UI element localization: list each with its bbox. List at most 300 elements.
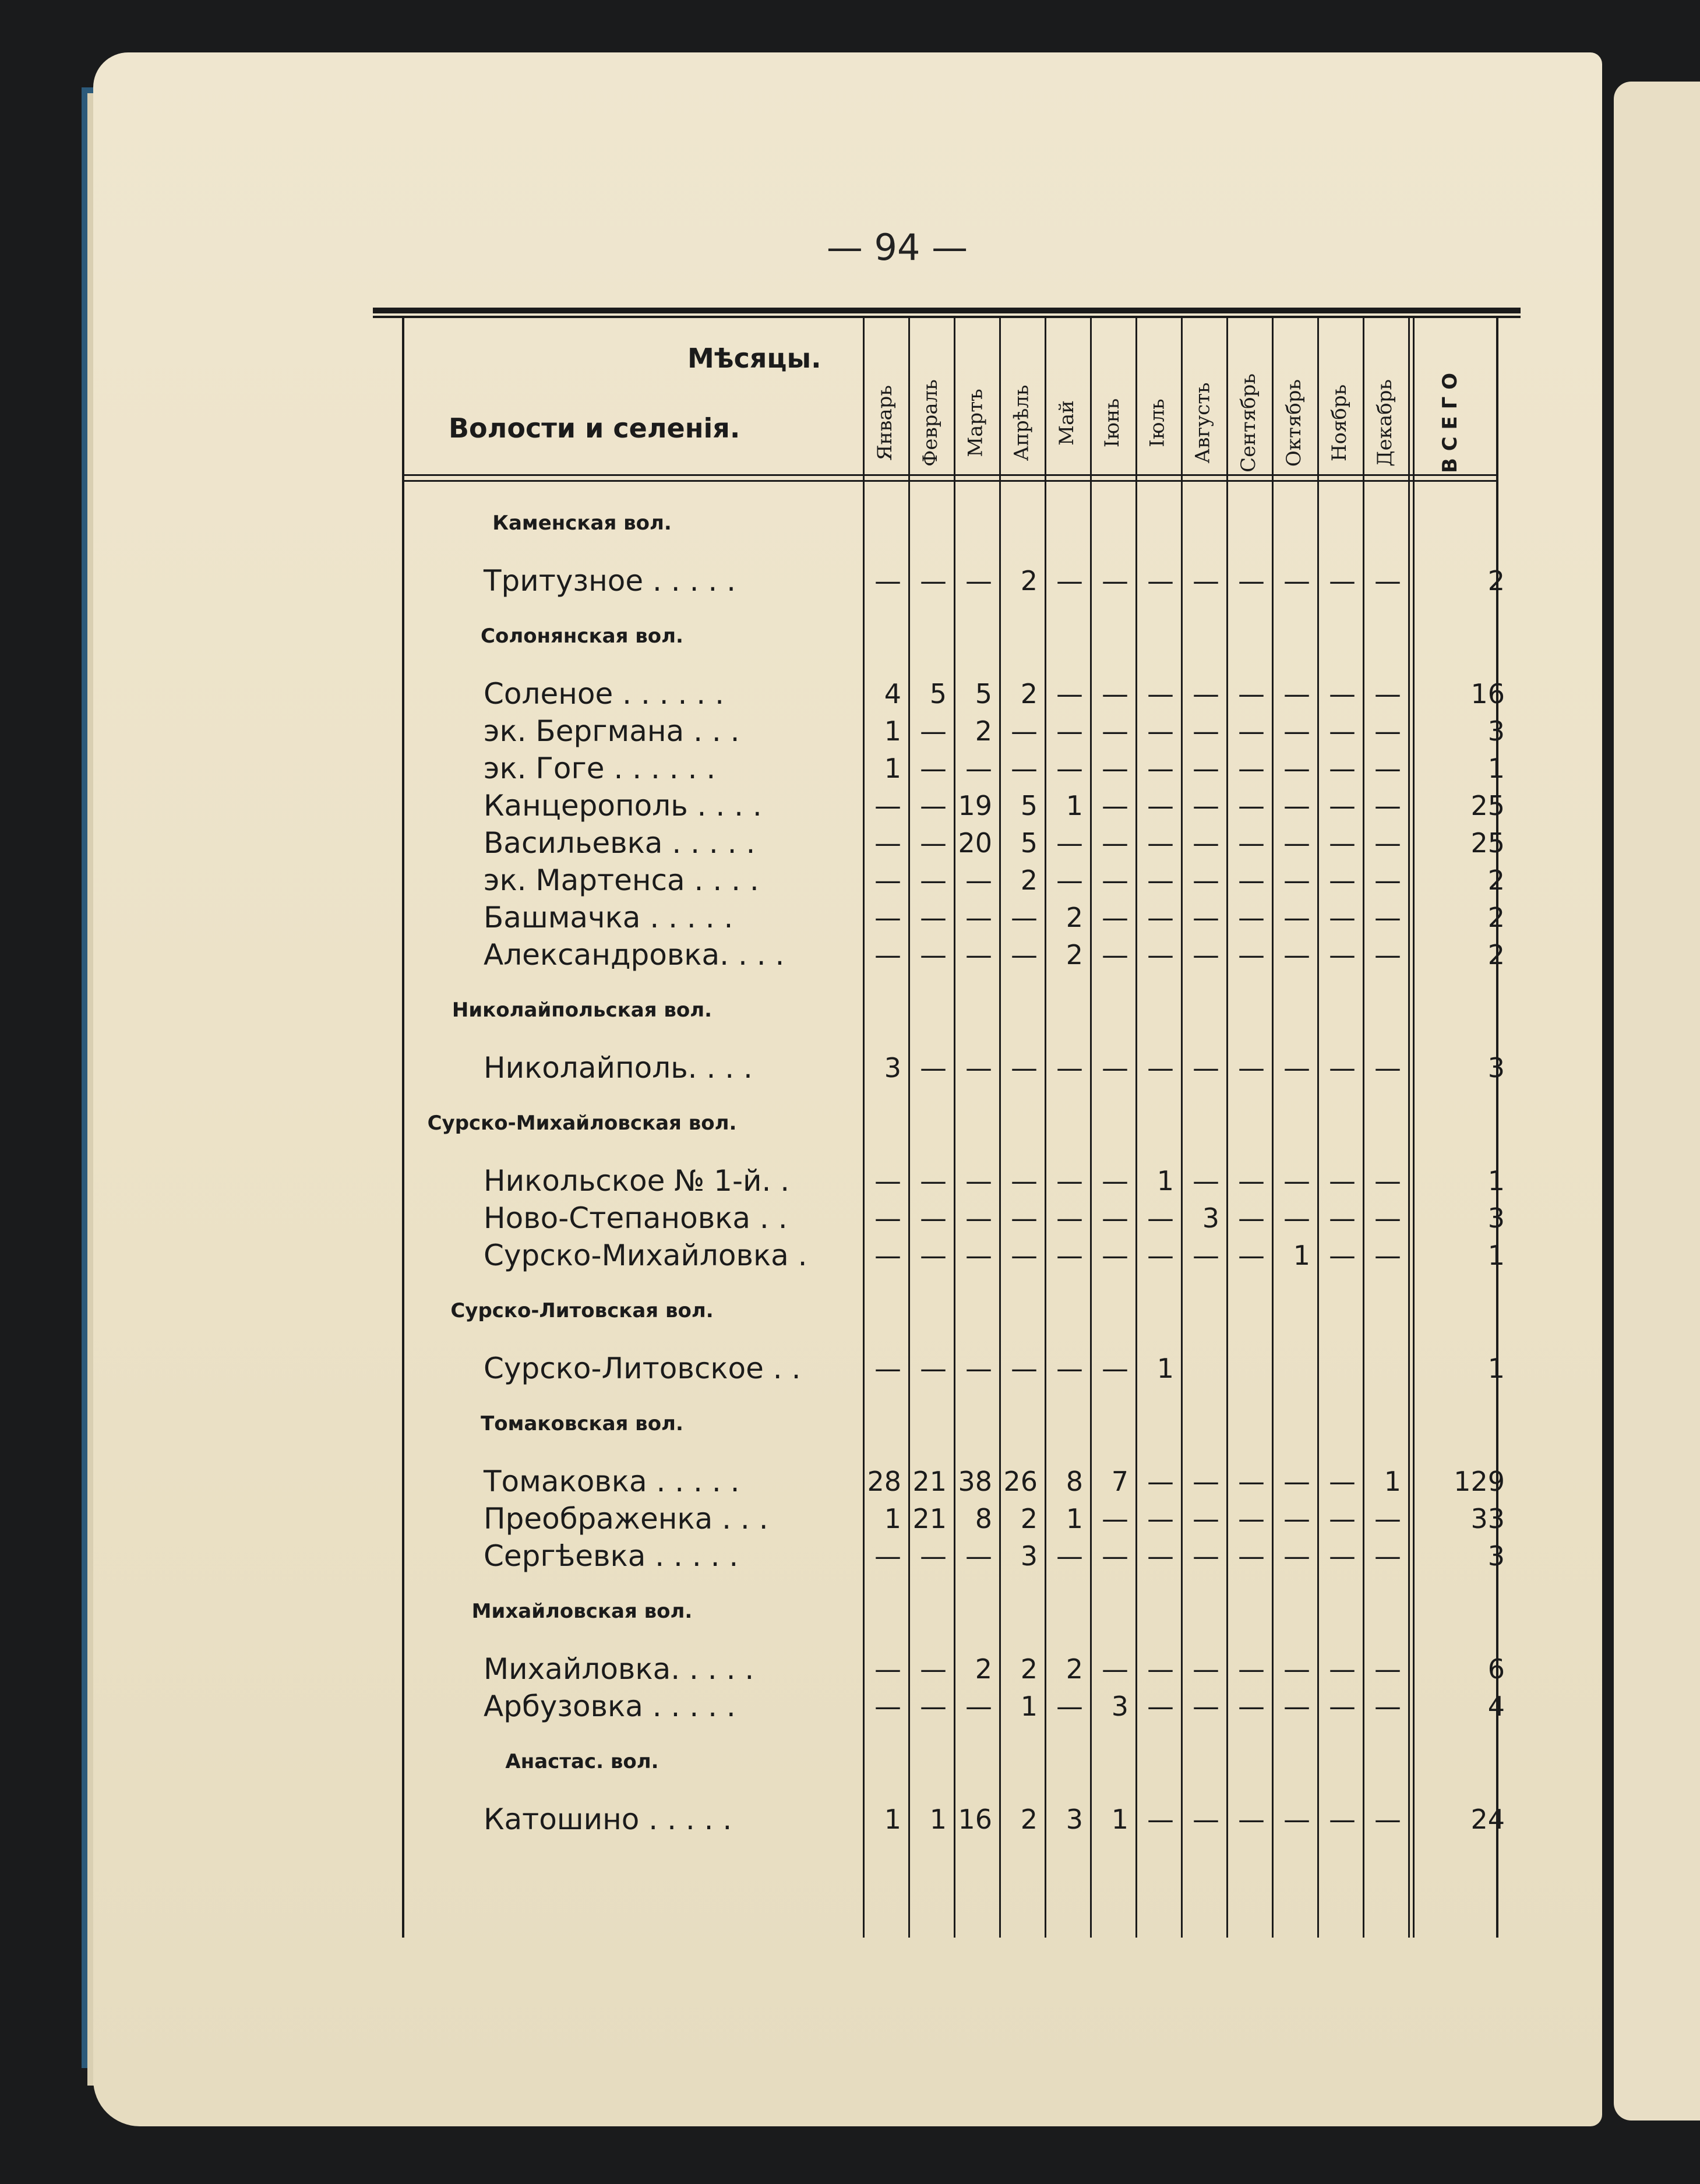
column-rule: [954, 318, 955, 1938]
month-value: 2: [1020, 1653, 1038, 1685]
month-value: —: [1374, 1052, 1401, 1084]
month-value: —: [1193, 753, 1219, 784]
row-total: 129: [1454, 1466, 1505, 1497]
month-value: —: [1329, 1691, 1356, 1722]
month-header: [1000, 360, 1042, 485]
table-row: [373, 1352, 1521, 1388]
month-value: —: [1238, 1052, 1265, 1084]
month-value: —: [874, 939, 901, 971]
total-rule: [1413, 318, 1415, 1938]
section-heading: Сурско-Михайловская вол.: [427, 1112, 737, 1135]
month-value: —: [1147, 565, 1174, 597]
month-value: 1: [1156, 1353, 1174, 1384]
row-total: 25: [1470, 827, 1505, 859]
month-value: —: [920, 902, 947, 933]
table-row: [373, 1539, 1521, 1575]
month-value: —: [1011, 1202, 1038, 1234]
month-value: —: [1238, 1202, 1265, 1234]
month-value: —: [1283, 715, 1310, 747]
month-header: [955, 360, 997, 485]
row-total: 4: [1487, 1691, 1505, 1722]
section-heading: Николайпольская вол.: [452, 998, 713, 1022]
month-value: —: [1329, 678, 1356, 710]
month-value: 1: [884, 1503, 901, 1534]
month-value: 1: [1156, 1165, 1174, 1197]
month-value: 3: [1202, 1202, 1219, 1234]
month-label: Апрѣль: [1010, 384, 1034, 461]
month-value: —: [1147, 678, 1174, 710]
month-value: —: [1374, 715, 1401, 747]
month-value: —: [1056, 1240, 1083, 1271]
month-value: 1: [884, 1804, 901, 1835]
month-value: —: [1374, 678, 1401, 710]
row-total: 2: [1487, 939, 1505, 971]
month-value: —: [1329, 865, 1356, 896]
month-value: 2: [1020, 678, 1038, 710]
column-rule: [1272, 318, 1274, 1938]
month-value: —: [1147, 790, 1174, 821]
month-value: —: [1056, 1691, 1083, 1722]
section-heading: Томаковская вол.: [481, 1412, 683, 1435]
month-value: —: [1283, 1466, 1310, 1497]
column-rule: [1090, 318, 1092, 1938]
month-value: —: [1238, 1503, 1265, 1534]
month-value: —: [1102, 827, 1128, 859]
month-value: 1: [884, 753, 901, 784]
month-value: —: [1102, 1052, 1128, 1084]
month-value: —: [874, 790, 901, 821]
month-value: 2: [1020, 565, 1038, 597]
month-value: —: [1102, 753, 1128, 784]
month-value: —: [1329, 1165, 1356, 1197]
month-value: —: [874, 865, 901, 896]
month-value: 1: [884, 715, 901, 747]
month-value: 5: [1020, 827, 1038, 859]
month-header: [1182, 360, 1224, 485]
month-value: —: [965, 1353, 992, 1384]
row-total: 1: [1487, 753, 1505, 784]
month-value: —: [1102, 1653, 1128, 1685]
month-header: [864, 360, 906, 485]
month-value: —: [1329, 753, 1356, 784]
month-value: —: [920, 1052, 947, 1084]
month-value: —: [1283, 1503, 1310, 1534]
column-rule: [1135, 318, 1137, 1938]
month-value: —: [1238, 865, 1265, 896]
month-value: —: [1193, 1165, 1219, 1197]
month-value: —: [874, 1353, 901, 1384]
month-value: —: [1283, 865, 1310, 896]
month-value: —: [1238, 827, 1265, 859]
month-value: —: [920, 939, 947, 971]
month-value: —: [1193, 939, 1219, 971]
table-row: [373, 1201, 1521, 1237]
village-name: Башмачка . . . . .: [484, 901, 733, 934]
month-value: —: [1238, 1240, 1265, 1271]
month-value: 2: [1020, 1804, 1038, 1835]
row-total: 3: [1487, 1202, 1505, 1234]
month-value: —: [1056, 1540, 1083, 1572]
month-value: 21: [912, 1466, 947, 1497]
month-value: —: [1329, 939, 1356, 971]
month-value: —: [1193, 1653, 1219, 1685]
month-value: —: [874, 902, 901, 933]
month-value: —: [1193, 565, 1219, 597]
table-row: [373, 826, 1521, 862]
month-value: —: [1283, 1653, 1310, 1685]
month-value: —: [874, 1240, 901, 1271]
month-value: 28: [867, 1466, 901, 1497]
month-value: —: [1102, 1165, 1128, 1197]
month-value: —: [1329, 1202, 1356, 1234]
month-value: —: [1238, 939, 1265, 971]
village-name: Томаковка . . . . .: [484, 1465, 740, 1498]
section-heading: Анастас. вол.: [505, 1750, 659, 1773]
month-value: —: [1374, 1540, 1401, 1572]
month-header: [1318, 360, 1360, 485]
table-row: [373, 1689, 1521, 1726]
page-number: — 94 —: [826, 226, 968, 269]
month-header: [1046, 360, 1088, 485]
month-value: 3: [1066, 1804, 1083, 1835]
row-total: 2: [1487, 865, 1505, 896]
table-row: [373, 751, 1521, 788]
month-value: —: [1056, 827, 1083, 859]
month-value: —: [920, 1691, 947, 1722]
row-total: 3: [1487, 715, 1505, 747]
month-value: —: [1238, 1540, 1265, 1572]
statistics-table: [373, 308, 1521, 1927]
month-value: 2: [1020, 865, 1038, 896]
month-value: —: [965, 1165, 992, 1197]
section-heading: Михайловская вол.: [471, 1600, 693, 1623]
month-value: —: [965, 1691, 992, 1722]
month-label: Сентябрь: [1237, 373, 1260, 472]
month-value: —: [965, 1540, 992, 1572]
month-label: Іюнь: [1101, 398, 1124, 447]
month-value: —: [1238, 678, 1265, 710]
month-value: —: [920, 1202, 947, 1234]
month-value: 5: [929, 678, 947, 710]
month-value: 3: [1111, 1691, 1128, 1722]
month-value: 2: [1020, 1503, 1038, 1534]
month-value: —: [920, 753, 947, 784]
month-value: —: [965, 1202, 992, 1234]
month-header: [1364, 360, 1406, 485]
month-value: —: [1374, 939, 1401, 971]
month-value: —: [1374, 865, 1401, 896]
month-value: —: [1238, 790, 1265, 821]
month-value: —: [1102, 902, 1128, 933]
header-months-title: Мѣсяцы.: [687, 343, 821, 374]
month-value: —: [920, 1353, 947, 1384]
month-value: —: [1102, 1540, 1128, 1572]
month-value: 7: [1111, 1466, 1128, 1497]
village-name: Михайловка. . . . .: [484, 1652, 754, 1686]
month-value: —: [920, 715, 947, 747]
month-value: —: [1102, 1240, 1128, 1271]
row-total: 1: [1487, 1353, 1505, 1384]
month-value: —: [1329, 902, 1356, 933]
month-value: —: [1329, 790, 1356, 821]
month-value: —: [1283, 790, 1310, 821]
table-row: [373, 1502, 1521, 1538]
month-value: 2: [975, 715, 992, 747]
month-value: —: [1056, 865, 1083, 896]
row-total: 24: [1470, 1804, 1505, 1835]
month-value: —: [1147, 1804, 1174, 1835]
month-value: 2: [1066, 902, 1083, 933]
month-value: —: [965, 1052, 992, 1084]
month-value: —: [1193, 1540, 1219, 1572]
month-value: —: [1329, 1804, 1356, 1835]
month-value: —: [874, 827, 901, 859]
row-total: 2: [1487, 565, 1505, 597]
month-value: —: [1329, 1466, 1356, 1497]
month-value: 19: [958, 790, 992, 821]
month-value: —: [1193, 827, 1219, 859]
month-value: —: [1238, 565, 1265, 597]
month-value: —: [1374, 790, 1401, 821]
top-rule: [373, 308, 1521, 313]
month-value: —: [1283, 939, 1310, 971]
month-value: —: [1147, 939, 1174, 971]
column-rule: [1045, 318, 1046, 1938]
month-header: [1137, 360, 1179, 485]
month-value: —: [874, 1691, 901, 1722]
table-row: [373, 1465, 1521, 1501]
month-value: 5: [975, 678, 992, 710]
column-rule: [1181, 318, 1183, 1938]
row-total: 25: [1470, 790, 1505, 821]
month-value: —: [1283, 565, 1310, 597]
month-value: 3: [884, 1052, 901, 1084]
month-label: Февраль: [919, 379, 943, 467]
month-value: —: [1238, 902, 1265, 933]
month-value: —: [1374, 1165, 1401, 1197]
month-value: —: [1283, 1540, 1310, 1572]
month-value: —: [965, 753, 992, 784]
month-value: —: [1329, 1240, 1356, 1271]
month-value: —: [1102, 1202, 1128, 1234]
month-value: —: [1147, 1052, 1174, 1084]
month-value: —: [1374, 1804, 1401, 1835]
table-row: [373, 938, 1521, 974]
month-value: 1: [1111, 1804, 1128, 1835]
table-row: [373, 714, 1521, 750]
month-value: —: [1374, 1503, 1401, 1534]
table-row: [373, 1051, 1521, 1087]
month-value: —: [1238, 715, 1265, 747]
month-value: 26: [1003, 1466, 1038, 1497]
month-value: —: [920, 827, 947, 859]
table-row: [373, 901, 1521, 937]
row-total: 33: [1470, 1503, 1505, 1534]
table-row: [373, 1802, 1521, 1839]
table-row: [373, 1239, 1521, 1275]
top-rule-thin: [373, 316, 1521, 318]
month-value: 2: [1066, 939, 1083, 971]
row-total: 1: [1487, 1240, 1505, 1271]
village-name: Александровка. . . .: [484, 938, 785, 972]
month-value: —: [965, 939, 992, 971]
table-row: [373, 677, 1521, 713]
village-name: эк. Бергмана . . .: [484, 714, 740, 748]
month-value: —: [874, 565, 901, 597]
month-value: —: [1056, 1052, 1083, 1084]
month-value: —: [1011, 1165, 1038, 1197]
month-value: —: [920, 1540, 947, 1572]
table-row: [373, 789, 1521, 825]
village-name: Преображенка . . .: [484, 1502, 768, 1536]
month-value: —: [1056, 1165, 1083, 1197]
month-value: —: [1374, 1202, 1401, 1234]
month-value: —: [1374, 902, 1401, 933]
village-name: эк. Гоге . . . . . .: [484, 751, 716, 785]
month-value: —: [1056, 753, 1083, 784]
month-value: —: [1238, 1804, 1265, 1835]
row-total: 3: [1487, 1052, 1505, 1084]
month-value: —: [920, 865, 947, 896]
month-label: Октябрь: [1282, 379, 1306, 467]
month-value: —: [1329, 827, 1356, 859]
month-value: —: [1329, 1052, 1356, 1084]
month-value: 8: [975, 1503, 992, 1534]
month-value: —: [1238, 1466, 1265, 1497]
month-value: —: [1238, 1165, 1265, 1197]
month-value: —: [1283, 678, 1310, 710]
month-value: —: [1238, 1691, 1265, 1722]
month-value: —: [1283, 902, 1310, 933]
section-heading: Сурско-Литовская вол.: [450, 1299, 714, 1322]
month-value: —: [1011, 1240, 1038, 1271]
village-name: Катошино . . . . .: [484, 1802, 732, 1836]
section-heading: Каменская вол.: [492, 511, 672, 535]
month-value: —: [1329, 565, 1356, 597]
village-name: Арбузовка . . . . .: [484, 1689, 736, 1723]
month-value: —: [1329, 1503, 1356, 1534]
month-value: —: [1102, 678, 1128, 710]
month-value: 1: [1020, 1691, 1038, 1722]
month-value: —: [874, 1202, 901, 1234]
month-value: —: [1283, 1052, 1310, 1084]
month-value: —: [920, 1165, 947, 1197]
village-name: Никольское № 1-й. .: [484, 1164, 790, 1198]
village-name: Сурско-Литовское . .: [484, 1352, 801, 1385]
row-total: 2: [1487, 902, 1505, 933]
month-value: 5: [1020, 790, 1038, 821]
month-value: —: [965, 1240, 992, 1271]
village-name: Соленое . . . . . .: [484, 677, 724, 711]
month-value: 1: [1384, 1466, 1401, 1497]
month-value: —: [920, 565, 947, 597]
month-value: —: [1147, 1503, 1174, 1534]
month-value: —: [1056, 1202, 1083, 1234]
month-header: [1091, 360, 1133, 485]
month-value: —: [1374, 1240, 1401, 1271]
month-value: —: [1147, 753, 1174, 784]
month-value: —: [1374, 753, 1401, 784]
village-name: Николайполь. . . .: [484, 1051, 753, 1085]
month-value: 8: [1066, 1466, 1083, 1497]
month-value: —: [1193, 1466, 1219, 1497]
month-label: Декабрь: [1373, 379, 1396, 467]
month-value: —: [1374, 565, 1401, 597]
village-name: эк. Мартенса . . . .: [484, 863, 759, 897]
month-value: —: [1283, 1165, 1310, 1197]
village-name: Ново-Степановка . .: [484, 1201, 788, 1235]
month-label: Іюль: [1146, 398, 1170, 447]
month-value: —: [1193, 715, 1219, 747]
month-header: [909, 360, 951, 485]
month-value: —: [874, 1165, 901, 1197]
month-value: 38: [958, 1466, 992, 1497]
month-value: —: [1011, 1052, 1038, 1084]
month-value: —: [1193, 902, 1219, 933]
village-name: Тритузное . . . . .: [484, 564, 736, 598]
month-value: 4: [884, 678, 901, 710]
month-value: —: [1238, 753, 1265, 784]
month-value: —: [1102, 939, 1128, 971]
month-value: —: [1147, 1240, 1174, 1271]
month-value: —: [920, 790, 947, 821]
table-row: [373, 863, 1521, 899]
month-value: —: [1193, 1240, 1219, 1271]
month-value: —: [1102, 1503, 1128, 1534]
month-label: Май: [1055, 400, 1078, 446]
month-value: 1: [1066, 1503, 1083, 1534]
month-value: 2: [975, 1653, 992, 1685]
month-label: Январь: [873, 384, 897, 461]
village-name: Сурско-Михайловка .: [484, 1239, 807, 1272]
column-rule: [863, 318, 865, 1938]
month-value: —: [1056, 565, 1083, 597]
month-value: —: [1147, 1653, 1174, 1685]
month-value: —: [1147, 827, 1174, 859]
month-value: —: [1283, 1804, 1310, 1835]
month-value: —: [1193, 1804, 1219, 1835]
village-name: Сергѣевка . . . . .: [484, 1539, 739, 1573]
month-value: —: [1283, 1202, 1310, 1234]
month-value: —: [1011, 902, 1038, 933]
month-value: —: [965, 565, 992, 597]
total-label: В С Е Г О: [1438, 372, 1462, 473]
month-value: 3: [1020, 1540, 1038, 1572]
month-value: —: [1102, 865, 1128, 896]
month-value: —: [1147, 865, 1174, 896]
month-value: —: [1374, 827, 1401, 859]
row-total: 6: [1487, 1653, 1505, 1685]
month-value: —: [1283, 1691, 1310, 1722]
village-name: Канцерополь . . . .: [484, 789, 762, 823]
month-label: Августь: [1191, 382, 1215, 464]
month-value: —: [1011, 1353, 1038, 1384]
month-value: —: [920, 1240, 947, 1271]
month-value: —: [1329, 1653, 1356, 1685]
month-value: —: [1374, 1691, 1401, 1722]
column-rule: [999, 318, 1001, 1938]
month-value: 16: [958, 1804, 992, 1835]
month-value: —: [1011, 715, 1038, 747]
month-value: —: [1283, 753, 1310, 784]
facing-page-edge: [1614, 82, 1700, 2121]
month-value: —: [1147, 1691, 1174, 1722]
month-value: —: [965, 865, 992, 896]
month-value: —: [1147, 715, 1174, 747]
month-header: [1228, 360, 1269, 485]
row-total: 1: [1487, 1165, 1505, 1197]
month-value: —: [1283, 827, 1310, 859]
